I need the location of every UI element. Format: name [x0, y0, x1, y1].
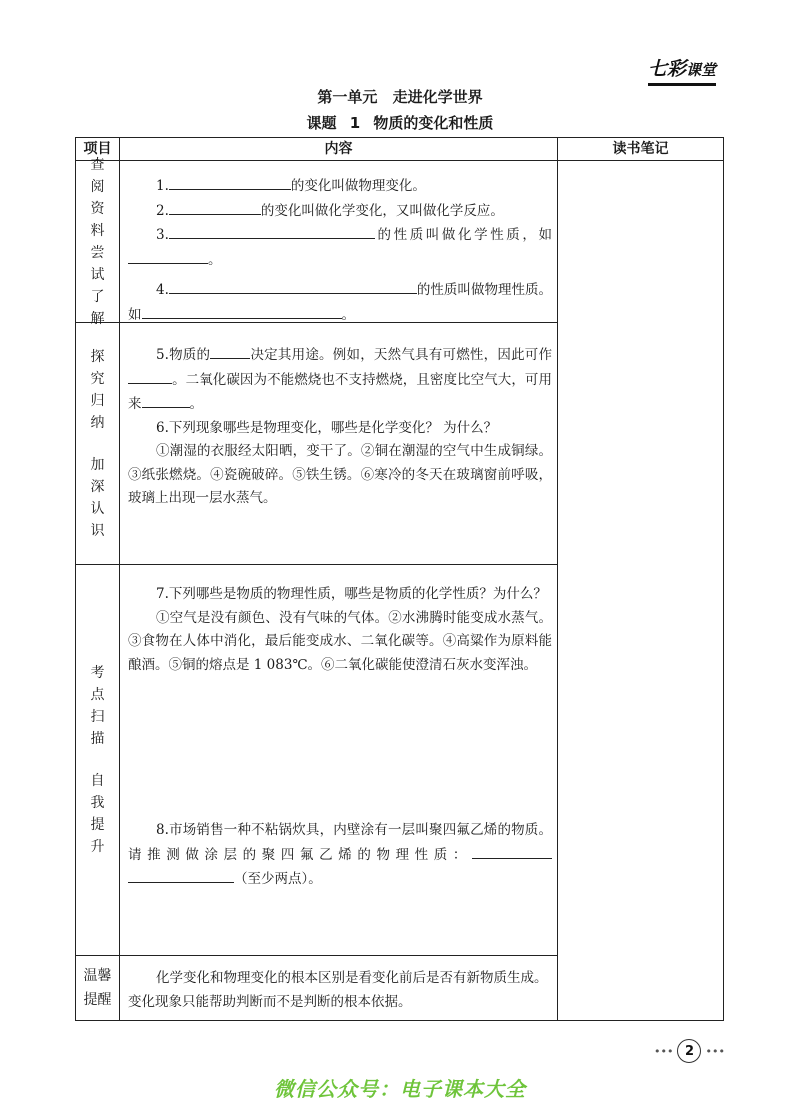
answer-blank[interactable] [142, 392, 190, 408]
header-divider [75, 160, 724, 161]
section-label-part-b: 尝试了解 [90, 244, 105, 327]
question-3: 3. 的性质叫做化学性质，如。 [128, 223, 552, 272]
answer-blank[interactable] [128, 248, 208, 264]
header-notes: 读书笔记 [612, 141, 669, 157]
section-label-part-b: 加深认识 [90, 456, 105, 539]
section-label-exam [76, 565, 119, 955]
question-7-items: ①空气是没有颜色、没有气味的气体。②水沸腾时能变成水蒸气。③食物在人体中消化，最后能变成水、二氧化碳等。④高粱作为原料能酿酒。⑤铜的熔点是 1 083℃。⑥二氧化碳能使澄清石灰水变浑浊。 [128, 609, 552, 673]
question-7-stem: 7.下列哪些是物质的物理性质，哪些是物质的化学性质？为什么？ [156, 586, 547, 602]
question-1: 1. 的变化叫做物理变化。 [128, 174, 552, 199]
section-label-part-b: 自我提升 [90, 773, 105, 855]
question-8: 8.市场销售一种不粘锅炊具，内壁涂有一层叫聚四氟乙烯的物质。请推测做涂层的聚四氟乙烯的物理性质：（至少两点）。 [128, 822, 552, 887]
unit-title: 第一单元 走进化学世界 [317, 88, 483, 106]
question-2: 2. 的变化叫做化学变化，又叫做化学反应。 [128, 199, 552, 224]
question-6-items: ①潮湿的衣服经太阳晒，变干了。②铜在潮湿的空气中生成铜绿。③纸张燃烧。④瓷碗破碎。⑤铁生锈。⑥寒冷的冬天在玻璃窗前呼吸，玻璃上出现一层水蒸气。 [128, 443, 552, 506]
tip-label: 温馨提醒 [83, 968, 112, 1008]
section-label-part-a: 查阅资料 [90, 156, 105, 239]
tip-text: 化学变化和物理变化的根本区别是看变化前后是否有新物质生成。变化现象只能帮助判断而不是判断的根本依据。 [128, 970, 548, 1010]
question-5: 5.物质的 决定其用途。例如，天然气具有可燃性，因此可作。二氧化碳因为不能燃烧也不支持燃烧，且密度比空气大，可用来 。 [128, 343, 552, 417]
header-content: 内容 [324, 141, 353, 157]
header-item: 项目 [83, 141, 112, 157]
section-label-review [76, 156, 119, 327]
page-number: ••• 2 ••• [654, 1040, 725, 1062]
brand-logo: 七彩课堂 [648, 54, 716, 86]
lesson-title: 课题 1 物质的变化和性质 [306, 114, 494, 132]
section-label-part-a: 探究归纳 [90, 348, 105, 431]
answer-blank[interactable] [169, 278, 417, 294]
answer-blank[interactable] [169, 199, 261, 215]
section-exam-content [128, 583, 552, 677]
section-label-explore [76, 323, 119, 564]
answer-blank[interactable] [142, 303, 342, 319]
section-explore-content [128, 343, 552, 511]
column-divider [119, 137, 120, 1021]
question-6-stem: 6.下列现象哪些是物理变化，哪些是化学变化？ 为什么？ [156, 419, 498, 436]
row-divider [75, 564, 558, 565]
answer-blank[interactable] [169, 174, 291, 190]
section-label-part-a: 考点扫描 [90, 665, 105, 747]
section-review-content [128, 174, 552, 327]
footer-watermark: 微信公众号：电子课本大全 [274, 1077, 526, 1101]
question-4: 4. 的性质叫做物理性质。如 。 [128, 278, 552, 327]
answer-blank[interactable] [472, 843, 552, 859]
answer-blank[interactable] [128, 867, 234, 883]
answer-blank[interactable] [128, 368, 172, 384]
answer-blank[interactable] [210, 343, 250, 359]
column-divider [557, 137, 558, 1021]
answer-blank[interactable] [169, 223, 375, 239]
row-divider [75, 955, 558, 956]
